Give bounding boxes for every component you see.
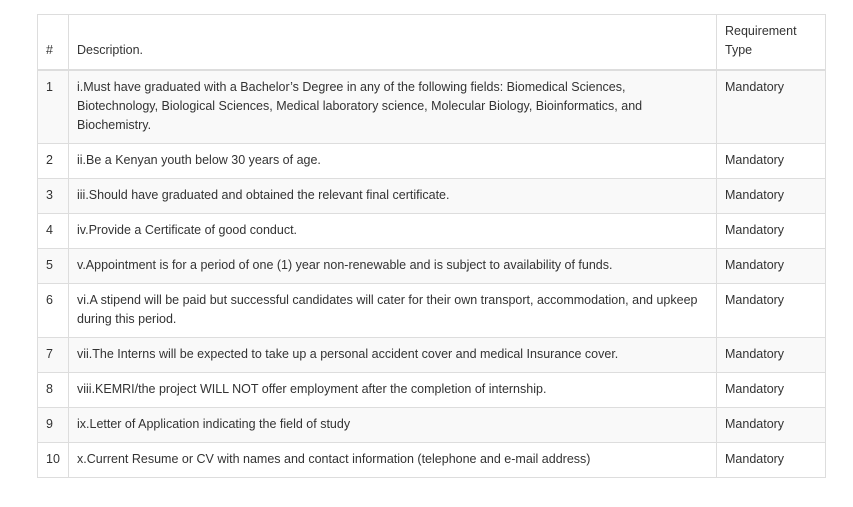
table-row (38, 144, 826, 179)
row-requirement-type: Mandatory (717, 443, 826, 478)
row-requirement-type: Mandatory (717, 373, 826, 408)
row-description: ix.Letter of Application indicating the field of study (69, 408, 717, 443)
row-number: 5 (38, 249, 69, 284)
row-description: iii.Should have graduated and obtained the relevant final certificate. (69, 179, 717, 214)
row-number: 9 (38, 408, 69, 443)
row-description: ii.Be a Kenyan youth below 30 years of age. (69, 144, 717, 179)
table-row (38, 249, 826, 284)
table-row (38, 443, 826, 478)
row-requirement-type: Mandatory (717, 214, 826, 249)
row-requirement-type: Mandatory (717, 249, 826, 284)
table-row (38, 70, 826, 144)
table-row (38, 338, 826, 373)
row-number: 6 (38, 284, 69, 338)
table-header (38, 15, 826, 71)
row-number: 4 (38, 214, 69, 249)
row-description: v.Appointment is for a period of one (1) year non-renewable and is subject to availability of funds. (69, 249, 717, 284)
row-description: viii.KEMRI/the project WILL NOT offer employment after the completion of internship. (69, 373, 717, 408)
table-body (38, 70, 826, 478)
row-number: 1 (38, 70, 69, 144)
row-description: x.Current Resume or CV with names and contact information (telephone and e-mail address) (69, 443, 717, 478)
header-number: # (38, 15, 69, 71)
requirements-table-container (37, 14, 825, 478)
table-row (38, 408, 826, 443)
row-requirement-type: Mandatory (717, 284, 826, 338)
table-row (38, 373, 826, 408)
row-description: vi.A stipend will be paid but successful candidates will cater for their own transport, accommodation, and upkeep during this period. (69, 284, 717, 338)
table-row (38, 179, 826, 214)
header-description: Description. (69, 15, 717, 71)
row-description: iv.Provide a Certificate of good conduct. (69, 214, 717, 249)
row-requirement-type: Mandatory (717, 408, 826, 443)
requirements-table (37, 14, 826, 478)
header-requirement-type: Requirement Type (717, 15, 826, 71)
row-requirement-type: Mandatory (717, 144, 826, 179)
row-description: vii.The Interns will be expected to take up a personal accident cover and medical Insurance cover. (69, 338, 717, 373)
row-number: 8 (38, 373, 69, 408)
row-number: 2 (38, 144, 69, 179)
row-number: 10 (38, 443, 69, 478)
header-row (38, 15, 826, 71)
row-number: 7 (38, 338, 69, 373)
row-description: i.Must have graduated with a Bachelor’s Degree in any of the following fields: Biomedical Sciences, Biotechnology, Biological Sciences, Medical laboratory science, Molecular Biology, Bioinformatics, and Biochemistry. (69, 70, 717, 144)
row-requirement-type: Mandatory (717, 179, 826, 214)
table-row (38, 214, 826, 249)
row-number: 3 (38, 179, 69, 214)
row-requirement-type: Mandatory (717, 338, 826, 373)
row-requirement-type: Mandatory (717, 70, 826, 144)
table-row (38, 284, 826, 338)
